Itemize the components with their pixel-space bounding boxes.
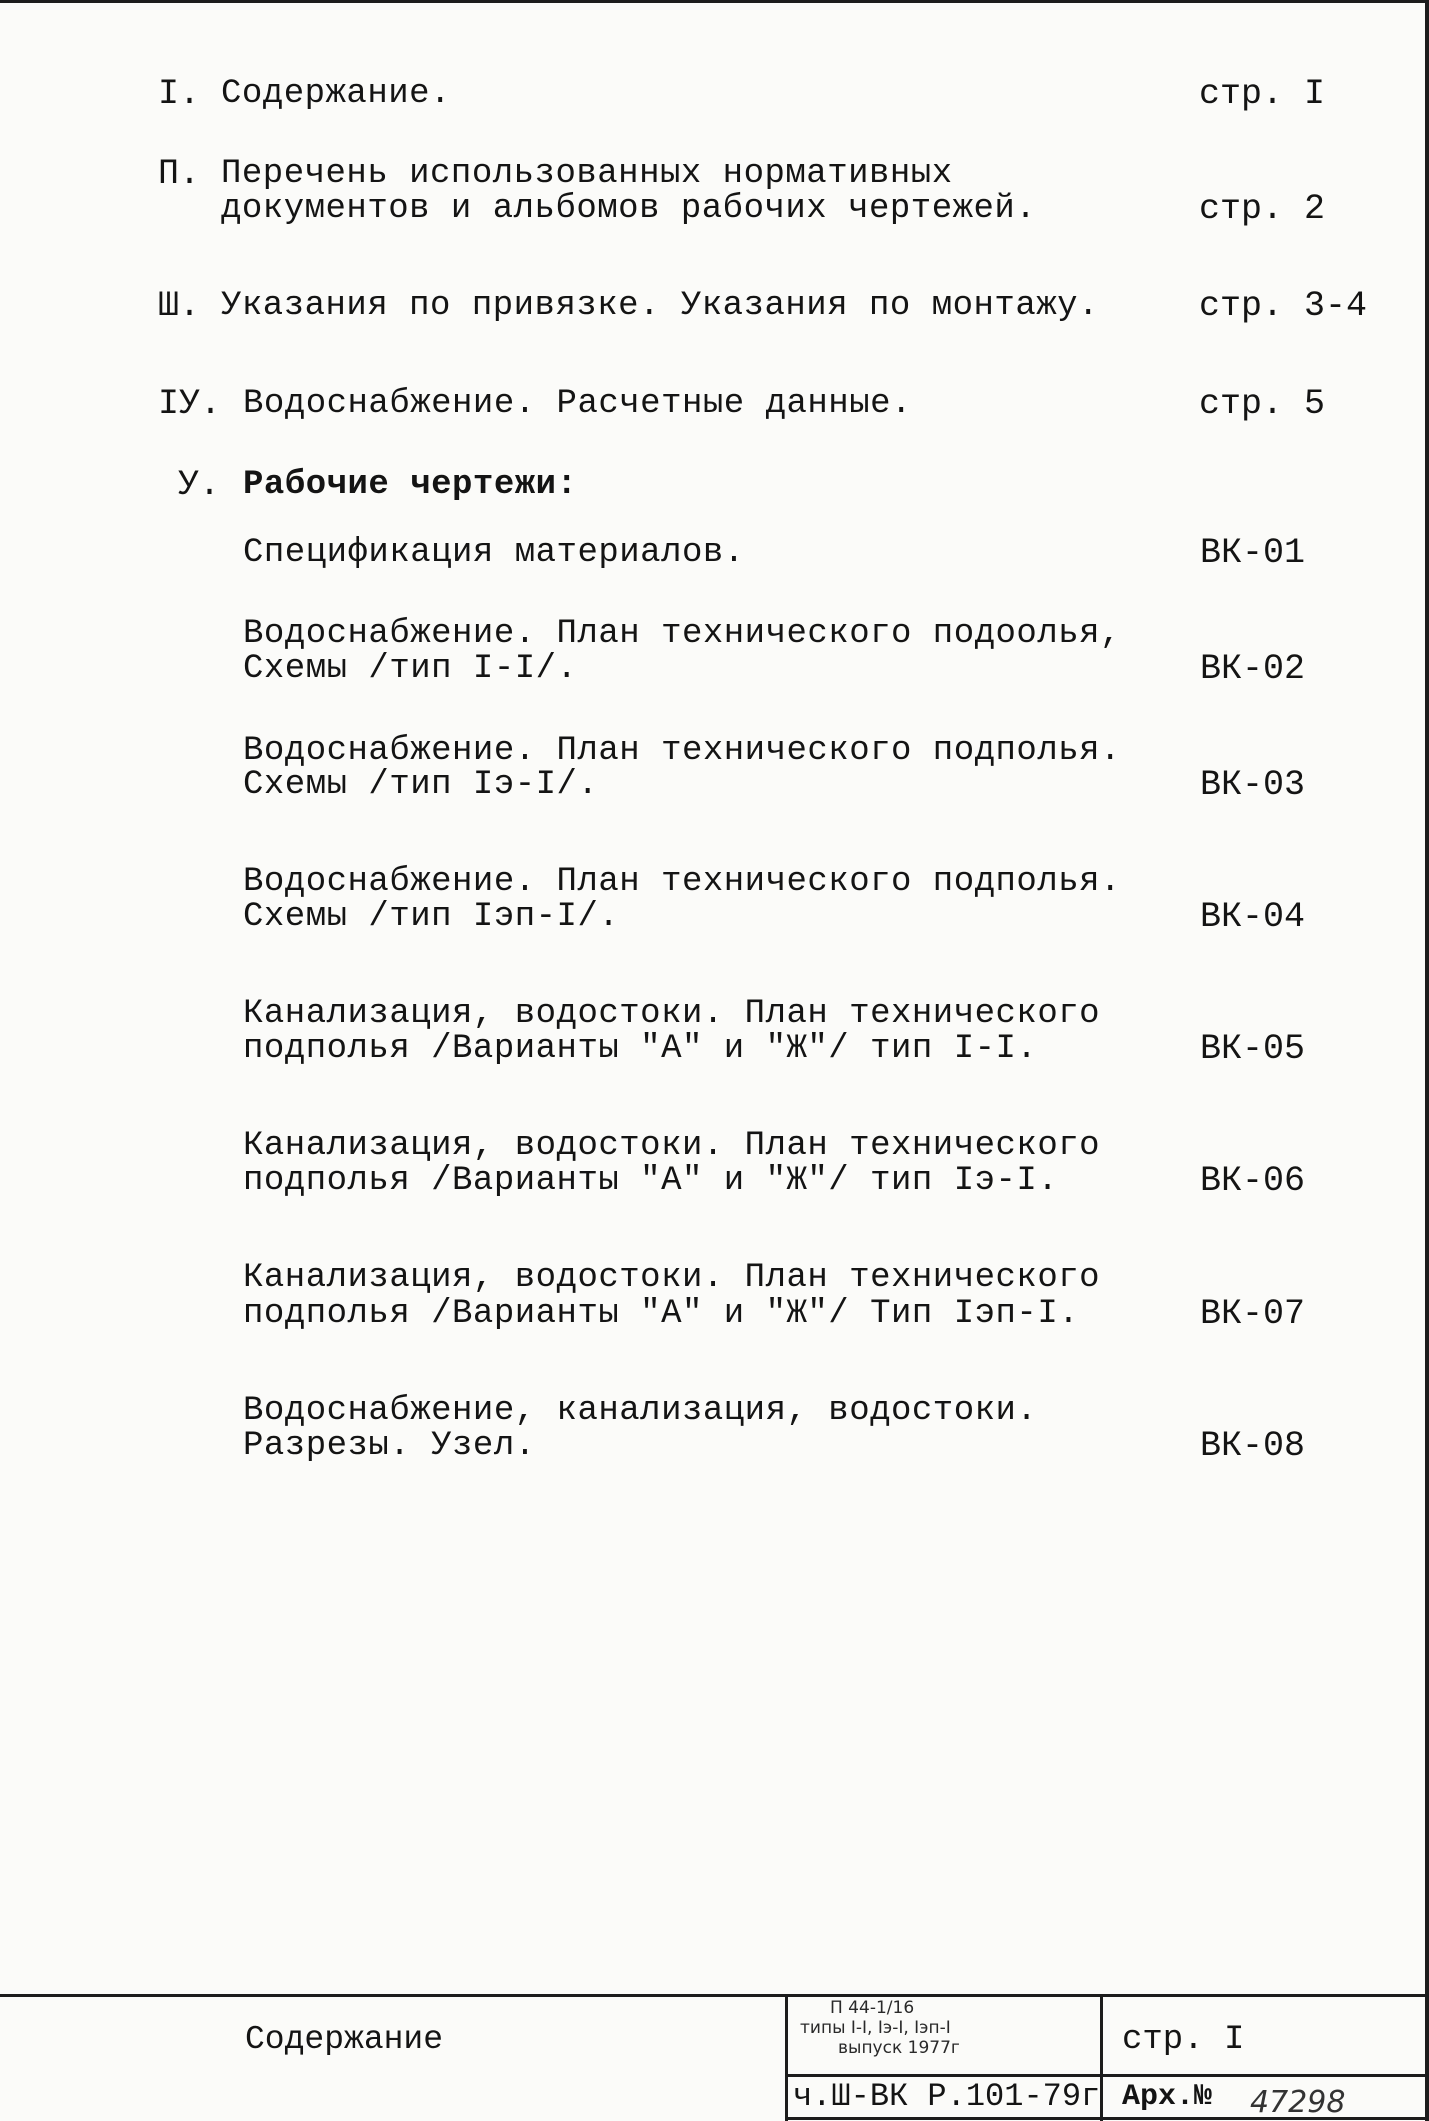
drawing-1-code: ВК-01	[1200, 533, 1306, 573]
drawing-5-code: ВК-05	[1200, 1029, 1306, 1069]
title-block-middle-line	[785, 2074, 1429, 2077]
section-2-page: стр. 2	[1199, 189, 1326, 229]
section-2-number: П.	[158, 154, 201, 194]
section-4-number: IУ.	[158, 384, 222, 424]
title-block-page: стр. I	[1122, 2021, 1245, 2059]
drawing-4-line-1: Водоснабжение. План технического подполья.	[243, 863, 1121, 901]
section-3-page: стр. 3-4	[1199, 286, 1368, 326]
title-block-hand-line-3: выпуск 1977г	[838, 2038, 960, 2058]
title-block-document-code: ч.Ш-ВК Р.101-79г	[793, 2078, 1101, 2115]
section-2-title-line-1: Перечень использованных нормативных	[221, 155, 953, 193]
drawing-7-code: ВК-07	[1200, 1294, 1306, 1334]
drawing-8-line-1: Водоснабжение, канализация, водостоки.	[243, 1392, 1038, 1430]
drawing-8-line-2: Разрезы. Узел.	[243, 1427, 536, 1465]
section-5-number: У.	[178, 465, 221, 505]
drawing-2-line-2: Схемы /тип I-I/.	[243, 650, 578, 688]
frame-top-border	[0, 0, 1429, 3]
drawing-3-line-1: Водоснабжение. План технического подполья.	[243, 732, 1121, 770]
section-1-title: Содержание.	[221, 75, 451, 113]
drawing-6-line-2: подполья /Варианты "А" и "Ж"/ тип Iэ-I.	[243, 1162, 1059, 1200]
section-5-title: Рабочие чертежи:	[243, 466, 578, 504]
drawing-5-line-1: Канализация, водостоки. План технического	[243, 995, 1101, 1033]
section-1-page: стр. I	[1199, 74, 1326, 114]
title-block-divider-1	[785, 1994, 788, 2121]
drawing-8-code: ВК-08	[1200, 1426, 1306, 1466]
title-block-archive-number: 47298	[1250, 2085, 1346, 2120]
drawing-2-line-1: Водоснабжение. План технического подоолья,	[243, 615, 1121, 653]
section-2-title-line-2: документов и альбомов рабочих чертежей.	[221, 190, 1037, 228]
frame-right-border	[1425, 0, 1429, 2121]
drawing-2-code: ВК-02	[1200, 649, 1306, 689]
section-4-title: Водоснабжение. Расчетные данные.	[243, 385, 912, 423]
drawing-6-code: ВК-06	[1200, 1161, 1306, 1201]
section-3-number: Ш.	[158, 286, 201, 326]
title-block-top-line	[0, 1994, 1429, 1997]
title-block-divider-2	[1100, 1994, 1103, 2121]
drawing-7-line-1: Канализация, водостоки. План технического	[243, 1259, 1101, 1297]
section-3-title: Указания по привязке. Указания по монтажу.	[221, 287, 1099, 325]
drawing-4-line-2: Схемы /тип Iэп-I/.	[243, 898, 620, 936]
title-block-title: Содержание	[245, 2021, 444, 2058]
drawing-6-line-1: Канализация, водостоки. План технического	[243, 1127, 1101, 1165]
section-4-page: стр. 5	[1199, 384, 1326, 424]
drawing-3-line-2: Схемы /тип Iэ-I/.	[243, 766, 599, 804]
title-block-archive-label: Арх.№	[1122, 2080, 1213, 2114]
drawing-4-code: ВК-04	[1200, 897, 1306, 937]
title-block-hand-line-2: типы I-I, Iэ-I, Iэп-I	[800, 2018, 951, 2038]
drawing-3-code: ВК-03	[1200, 765, 1306, 805]
title-block-hand-line-1: П 44-1/16	[830, 1998, 915, 2018]
drawing-5-line-2: подполья /Варианты "А" и "Ж"/ тип I-I.	[243, 1030, 1038, 1068]
section-1-number: I.	[158, 74, 201, 114]
drawing-1-line-1: Спецификация материалов.	[243, 534, 745, 572]
drawing-7-line-2: подполья /Варианты "А" и "Ж"/ Тип Iэп-I.	[243, 1295, 1080, 1333]
